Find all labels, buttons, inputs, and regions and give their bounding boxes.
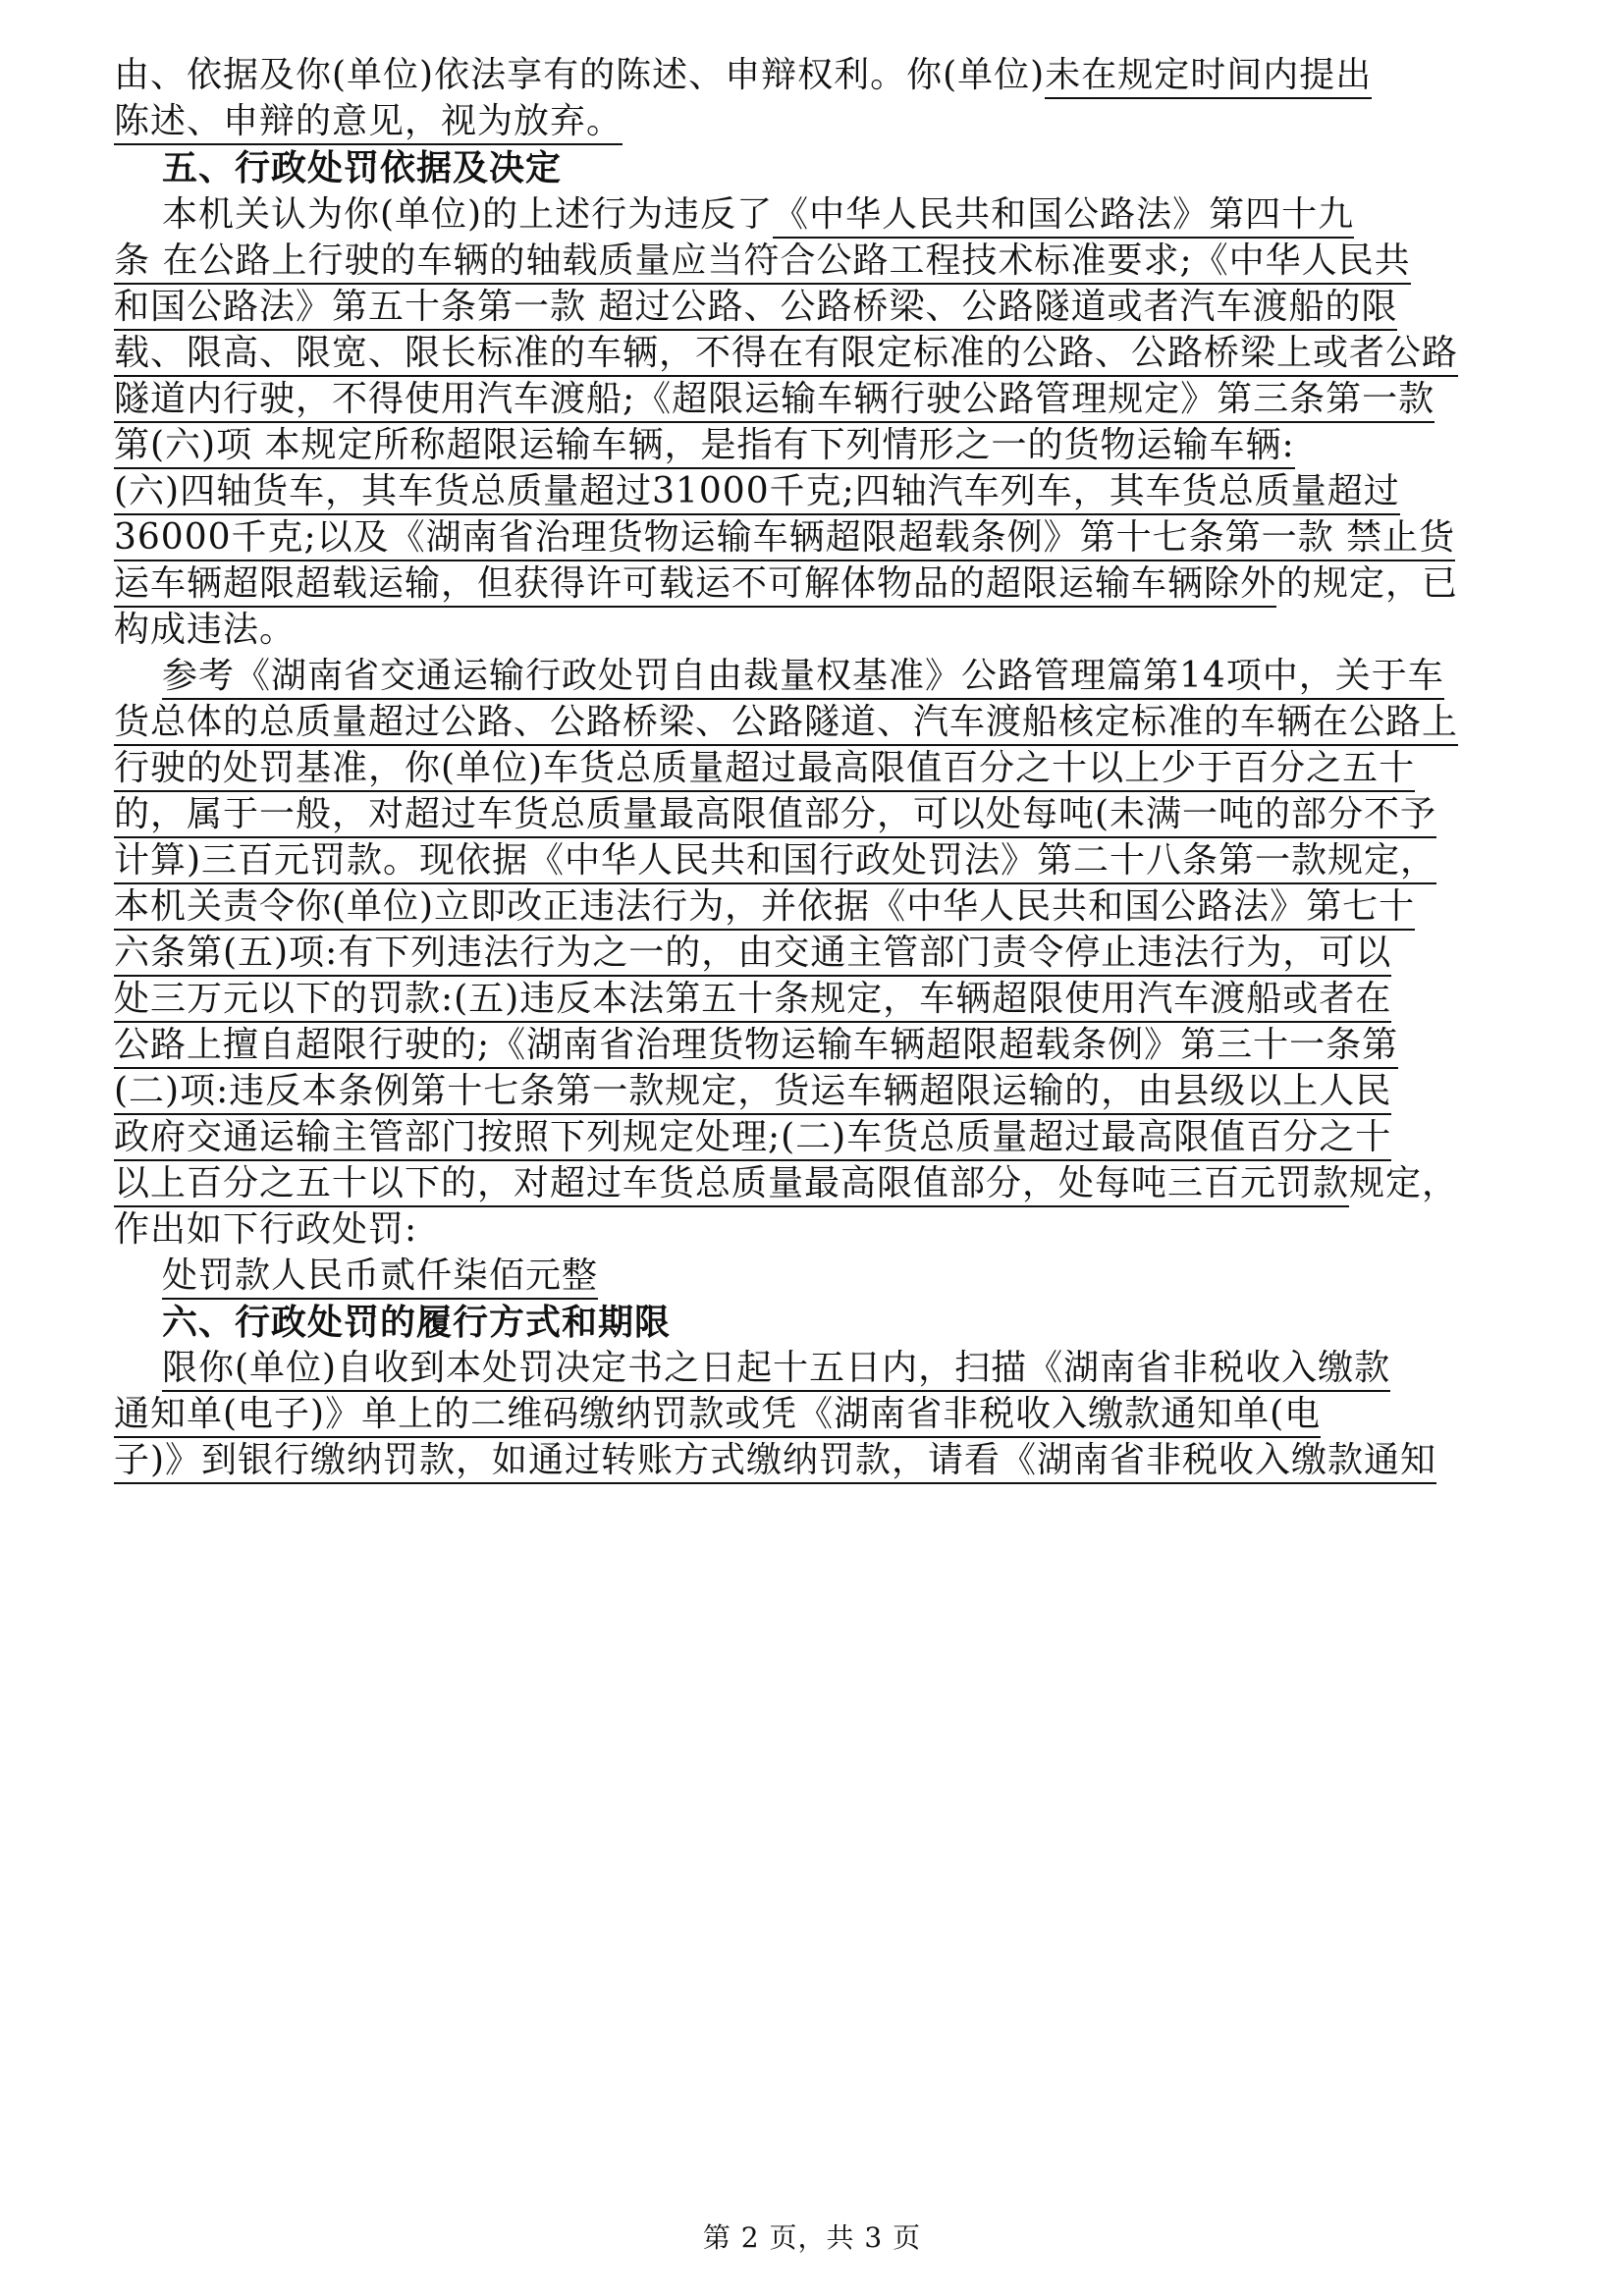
underlined-segment: 条 在公路上行驶的车辆的轴载质量应当符合公路工程技术标准要求;《中华人民共 — [114, 240, 1411, 285]
underlined-segment: 货总体的总质量超过公路、公路桥梁、公路隧道、汽车渡船核定标准的车辆在公路上 — [114, 702, 1458, 746]
penalty-amount: 处罚款人民币贰仟柒佰元整 — [162, 1255, 598, 1300]
underlined-segment: 限你(单位)自收到本处罚决定书之日起十五日内，扫描《湖南省非税收入缴款 — [162, 1348, 1390, 1392]
underlined-segment: 第(六)项 本规定所称超限运输车辆，是指有下列情形之一的货物运输车辆: — [114, 425, 1295, 469]
text-line-5 — [114, 284, 1397, 331]
text-line-25 — [114, 1206, 417, 1254]
text-line-7 — [114, 376, 1435, 423]
text-line-19 — [114, 930, 1391, 977]
underlined-segment: 计算)三百元罚款。现依据《中华人民共和国行政处罚法》第二十八条第一款规定， — [114, 840, 1436, 884]
section-heading-6: 六、行政处罚的履行方式和期限 — [162, 1302, 672, 1343]
underlined-segment: 36000千克;以及《湖南省治理货物运输车辆超限超载条例》第十七条第一款 禁止货 — [114, 517, 1455, 561]
underlined-segment: (六)四轴货车，其车货总质量超过31000千克;四轴汽车列车，其车货总质量超过 — [114, 471, 1400, 515]
text-line-20 — [114, 976, 1391, 1023]
text-line-1 — [114, 52, 1372, 99]
underlined-segment: 隧道内行驶，不得使用汽车渡船;《超限运输车辆行驶公路管理规定》第三条第一款 — [114, 379, 1435, 423]
text-line-9 — [114, 468, 1400, 515]
underlined-segment: 六条第(五)项:有下列违法行为之一的，由交通主管部门责令停止违法行为，可以 — [114, 933, 1391, 977]
penalty-amount-line — [162, 1253, 598, 1300]
section-heading-5: 五、行政处罚依据及决定 — [162, 147, 563, 188]
underlined-segment: 子)》到银行缴纳罚款，如通过转账方式缴纳罚款，请看《湖南省非税收入缴款通知 — [114, 1440, 1436, 1484]
text-line-21 — [114, 1022, 1398, 1069]
text-segment: 由、依据及你(单位)依法享有的陈述、申辩权利。你(单位) — [114, 55, 1046, 95]
underlined-segment: 本机关责令你(单位)立即改正违法行为，并依据《中华人民共和国公路法》第七十 — [114, 886, 1415, 931]
page-label-middle: 页，共 — [769, 2221, 855, 2254]
underlined-segment: 处三万元以下的罚款:(五)违反本法第五十条规定，车辆超限使用汽车渡船或者在 — [114, 979, 1391, 1023]
text-line-28 — [114, 1391, 1321, 1438]
total-pages-number: 3 — [864, 2221, 884, 2254]
underlined-segment: 《中华人民共和国公路法》第四十九 — [773, 194, 1354, 239]
underlined-segment: 参考《湖南省交通运输行政处罚自由裁量权基准》公路管理篇第14项中，关于车 — [162, 656, 1444, 700]
text-line-29 — [114, 1437, 1436, 1484]
text-line-4 — [114, 238, 1411, 285]
current-page-number: 2 — [740, 2221, 760, 2254]
text-line-27 — [162, 1345, 1390, 1392]
text-line-2 — [114, 98, 623, 145]
text-line-11 — [114, 561, 1458, 608]
text-line-8 — [114, 422, 1295, 469]
text-line-23 — [114, 1114, 1391, 1161]
underlined-segment: 未在规定时间内提出 — [1045, 55, 1372, 99]
text-line-15 — [114, 745, 1415, 792]
text-line-16 — [114, 791, 1436, 838]
text-line-22 — [114, 1068, 1391, 1115]
underlined-segment: 和国公路法》第五十条第一款 超过公路、公路桥梁、公路隧道或者汽车渡船的限 — [114, 287, 1397, 331]
underlined-segment: (二)项:违反本条例第十七条第一款规定，货运车辆超限运输的，由县级以上人民 — [114, 1071, 1391, 1115]
page-footer — [0, 2220, 1624, 2256]
page-label-suffix: 页 — [893, 2221, 922, 2254]
underlined-segment: 载、限高、限宽、限长标准的车辆，不得在有限定标准的公路、公路桥梁上或者公路 — [114, 333, 1458, 377]
underlined-segment: 通知单(电子)》单上的二维码缴纳罚款或凭《湖南省非税收入缴款通知单(电 — [114, 1394, 1321, 1438]
text-line-10 — [114, 514, 1455, 561]
text-line-12 — [114, 607, 296, 654]
text-segment: 本机关认为你(单位)的上述行为违反了 — [162, 194, 774, 235]
underlined-segment: 以上百分之五十以下的，对超过车货总质量最高限值部分，处每吨三百元罚款 — [114, 1163, 1349, 1207]
text-segment: 的规定，已 — [1276, 563, 1459, 604]
underlined-segment: 政府交通运输主管部门按照下列规定处理;(二)车货总质量超过最高限值百分之十 — [114, 1117, 1391, 1161]
text-segment: 构成违法。 — [114, 610, 297, 650]
text-line-17 — [114, 837, 1436, 884]
text-line-24 — [114, 1160, 1458, 1207]
underlined-segment: 的，属于一般，对超过车货总质量最高限值部分，可以处每吨(未满一吨的部分不予 — [114, 794, 1436, 838]
underlined-segment: 陈述、申辩的意见，视为放弃。 — [114, 101, 623, 145]
text-segment: 作出如下行政处罚: — [114, 1209, 418, 1250]
underlined-segment: 行驶的处罚基准，你(单位)车货总质量超过最高限值百分之十以上少于百分之五十 — [114, 748, 1415, 792]
text-line-14 — [114, 699, 1458, 746]
text-line-18 — [114, 883, 1415, 931]
text-segment: 规定， — [1349, 1163, 1459, 1203]
underlined-segment: 公路上擅自超限行驶的;《湖南省治理货物运输车辆超限超载条例》第三十一条第 — [114, 1025, 1398, 1069]
text-line-13 — [162, 653, 1444, 700]
text-line-6 — [114, 330, 1458, 377]
page-label-prefix: 第 — [702, 2221, 731, 2254]
underlined-segment: 运车辆超限超载运输，但获得许可载运不可解体物品的超限运输车辆除外 — [114, 563, 1276, 608]
text-line-3 — [162, 191, 1354, 239]
